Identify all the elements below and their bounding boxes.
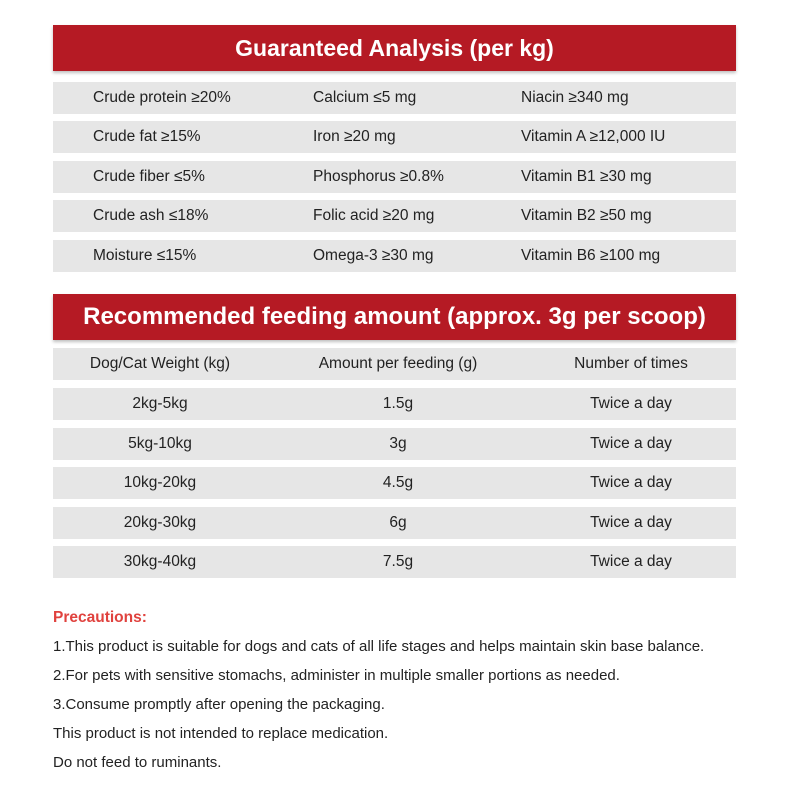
analysis-cell: Crude protein ≥20% (93, 89, 231, 106)
precautions-section (53, 604, 773, 777)
feeding-row (53, 467, 736, 499)
feeding-cell: 30kg-40kg (123, 553, 197, 570)
feeding-cell: 7.5g (382, 553, 414, 570)
feeding-cell: 3g (389, 435, 407, 452)
feeding-cell: 5kg-10kg (128, 435, 192, 452)
analysis-cell: Calcium ≤5 mg (313, 89, 417, 106)
analysis-cell: Moisture ≤15% (93, 247, 197, 264)
feeding-cell: 4.5g (382, 474, 414, 491)
analysis-cell: Crude ash ≤18% (93, 207, 209, 224)
analysis-cell: Folic acid ≥20 mg (313, 207, 435, 224)
analysis-row (53, 161, 736, 193)
feeding-cell: Twice a day (590, 474, 672, 491)
analysis-cell: Vitamin B1 ≥30 mg (521, 168, 652, 185)
analysis-row (53, 240, 736, 272)
analysis-cell: Omega-3 ≥30 mg (313, 247, 434, 264)
feeding-cell: 6g (389, 514, 407, 531)
analysis-cell: Crude fat ≥15% (93, 128, 201, 145)
feeding-header: Number of times (574, 355, 688, 372)
feeding-header-row (53, 348, 736, 380)
precaution-line: Do not feed to ruminants. (53, 754, 222, 771)
feeding-cell: 2kg-5kg (132, 395, 188, 412)
feeding-cell: 10kg-20kg (123, 474, 197, 491)
feeding-row (53, 507, 736, 539)
feeding-cell: 1.5g (382, 395, 414, 412)
precaution-line: This product is not intended to replace medication. (53, 725, 389, 742)
analysis-row (53, 200, 736, 232)
feeding-cell: Twice a day (590, 553, 672, 570)
analysis-cell: Vitamin B6 ≥100 mg (521, 247, 661, 264)
analysis-cell: Vitamin A ≥12,000 IU (521, 128, 666, 145)
precautions-title: Precautions: (53, 609, 147, 626)
analysis-row (53, 121, 736, 153)
analysis-title: Guaranteed Analysis (per kg) (53, 25, 736, 71)
analysis-cell: Vitamin B2 ≥50 mg (521, 207, 652, 224)
feeding-cell: Twice a day (590, 435, 672, 452)
feeding-title: Recommended feeding amount (approx. 3g per scoop) (53, 294, 736, 340)
precaution-line: 2.For pets with sensitive stomachs, administer in multiple smaller portions as needed. (53, 667, 620, 684)
analysis-cell: Iron ≥20 mg (313, 128, 396, 145)
feeding-row (53, 388, 736, 420)
analysis-cell: Phosphorus ≥0.8% (313, 168, 444, 185)
analysis-cell: Crude fiber ≤5% (93, 168, 205, 185)
feeding-cell: 20kg-30kg (123, 514, 197, 531)
analysis-row (53, 82, 736, 114)
feeding-header: Dog/Cat Weight (kg) (89, 355, 231, 372)
feeding-cell: Twice a day (590, 514, 672, 531)
feeding-cell: Twice a day (590, 395, 672, 412)
precaution-line: 3.Consume promptly after opening the packaging. (53, 696, 385, 713)
analysis-cell: Niacin ≥340 mg (521, 89, 629, 106)
feeding-header: Amount per feeding (g) (318, 355, 478, 372)
feeding-row (53, 546, 736, 578)
feeding-row (53, 428, 736, 460)
precaution-line: 1.This product is suitable for dogs and cats of all life stages and helps maintain skin base balance. (53, 638, 705, 655)
